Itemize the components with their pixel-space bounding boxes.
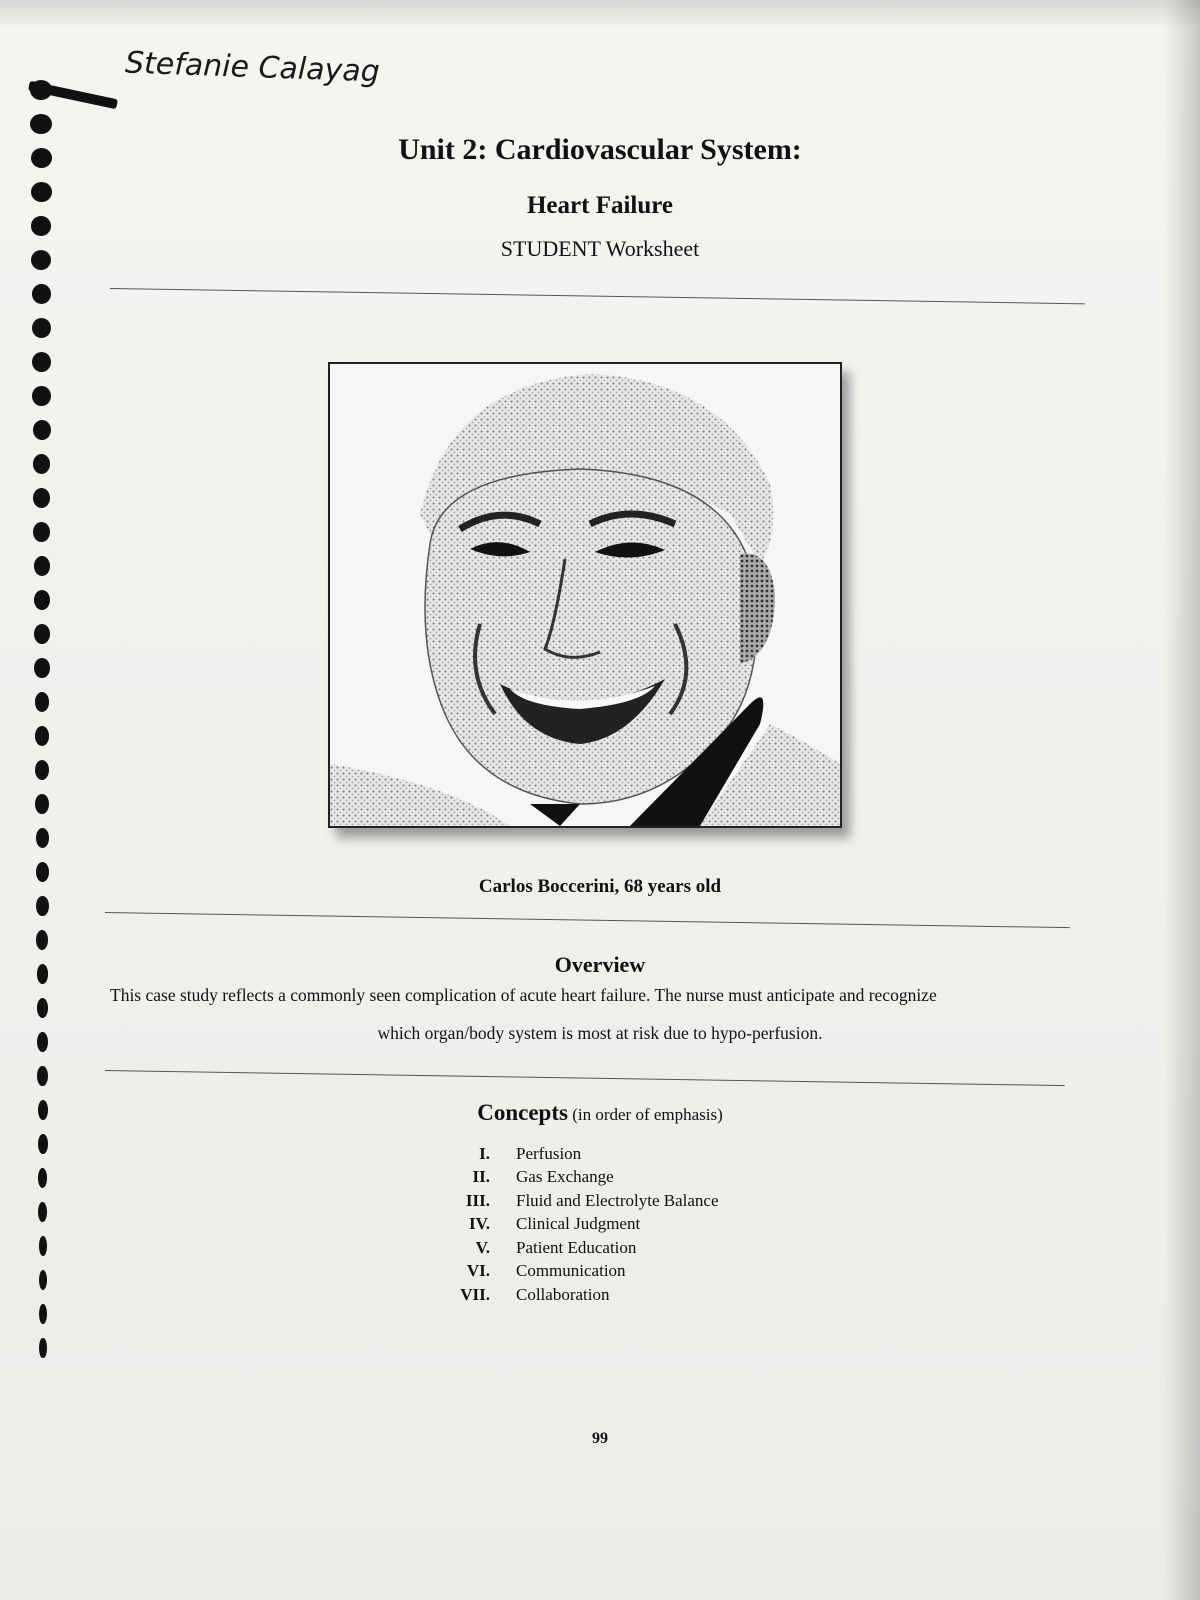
concept-number: I. — [479, 1143, 490, 1163]
concept-number: III. — [465, 1190, 490, 1210]
binding-hole — [37, 1066, 48, 1086]
patient-photo-icon — [330, 364, 840, 826]
binding-hole — [39, 1338, 46, 1358]
list-item — [450, 1260, 719, 1284]
page-number: 99 — [592, 1430, 608, 1447]
overview-text-line-1: This case study reflects a commonly seen complication of acute heart failure. The nurse must anticipate and recognize — [110, 985, 937, 1005]
concept-label: Clinical Judgment — [516, 1214, 641, 1234]
handwritten-name: Stefanie Calayag — [124, 45, 381, 90]
overview-divider — [105, 1070, 1065, 1086]
binding-hole — [32, 284, 52, 304]
binding-hole — [35, 692, 50, 712]
list-item — [450, 1213, 719, 1237]
binding-hole — [32, 352, 51, 372]
worksheet-label: STUDENT Worksheet — [500, 236, 700, 261]
binding-hole — [33, 522, 50, 542]
binding-hole — [39, 1270, 47, 1290]
binding-hole — [37, 998, 48, 1018]
binding-hole — [36, 828, 49, 848]
concepts-heading-title: Concepts — [477, 1100, 568, 1125]
concept-number: VII. — [460, 1284, 490, 1304]
binding-hole — [34, 556, 50, 576]
concept-label: Communication — [516, 1261, 626, 1281]
page-subtitle: Heart Failure — [526, 192, 674, 219]
concept-label: Gas Exchange — [516, 1167, 614, 1187]
binding-hole — [38, 1202, 47, 1222]
header-divider — [110, 288, 1085, 304]
binding-hole — [35, 726, 49, 746]
concepts-heading-note: (in order of emphasis) — [572, 1105, 723, 1124]
binding-hole — [39, 1236, 48, 1256]
binding-hole — [33, 488, 50, 508]
binding-hole — [34, 658, 49, 678]
page-title: Unit 2: Cardiovascular System: — [398, 133, 802, 166]
binding-hole — [35, 760, 49, 780]
photo-caption: Carlos Boccerini, 68 years old — [478, 876, 722, 897]
binding-hole — [34, 590, 50, 610]
concept-label: Fluid and Electrolyte Balance — [516, 1190, 719, 1210]
binding-hole — [34, 624, 50, 644]
binding-hole — [38, 1168, 47, 1188]
binding-hole — [33, 420, 51, 440]
spiral-binding — [22, 60, 62, 1460]
concept-label: Patient Education — [516, 1237, 637, 1257]
binding-hole — [39, 1304, 47, 1324]
binding-hole — [35, 794, 49, 814]
concept-label: Collaboration — [516, 1284, 610, 1304]
concept-label: Perfusion — [516, 1143, 582, 1163]
page-shadow-top — [0, 0, 1200, 28]
concept-number: V. — [475, 1237, 490, 1257]
binding-hole — [33, 454, 51, 474]
overview-text-line-2: which organ/body system is most at risk due to hypo-perfusion. — [377, 1023, 823, 1043]
patient-photo — [328, 362, 842, 828]
concept-number: IV. — [469, 1214, 490, 1234]
concepts-heading — [0, 1100, 1200, 1126]
concept-number: VI. — [466, 1261, 490, 1281]
concept-number: II. — [472, 1167, 490, 1187]
binding-hole — [36, 930, 48, 950]
list-item — [450, 1166, 719, 1190]
concept-list — [450, 1142, 719, 1307]
binding-hole — [32, 386, 50, 406]
list-item — [450, 1189, 719, 1213]
list-item — [450, 1283, 719, 1307]
list-item — [450, 1236, 719, 1260]
binding-hole — [36, 896, 48, 916]
caption-divider — [105, 912, 1070, 928]
binding-hole — [32, 318, 51, 338]
list-item — [450, 1142, 719, 1166]
binding-hole — [30, 80, 52, 100]
binding-hole — [30, 114, 52, 134]
overview-heading: Overview — [554, 952, 646, 977]
binding-hole — [38, 1134, 48, 1154]
